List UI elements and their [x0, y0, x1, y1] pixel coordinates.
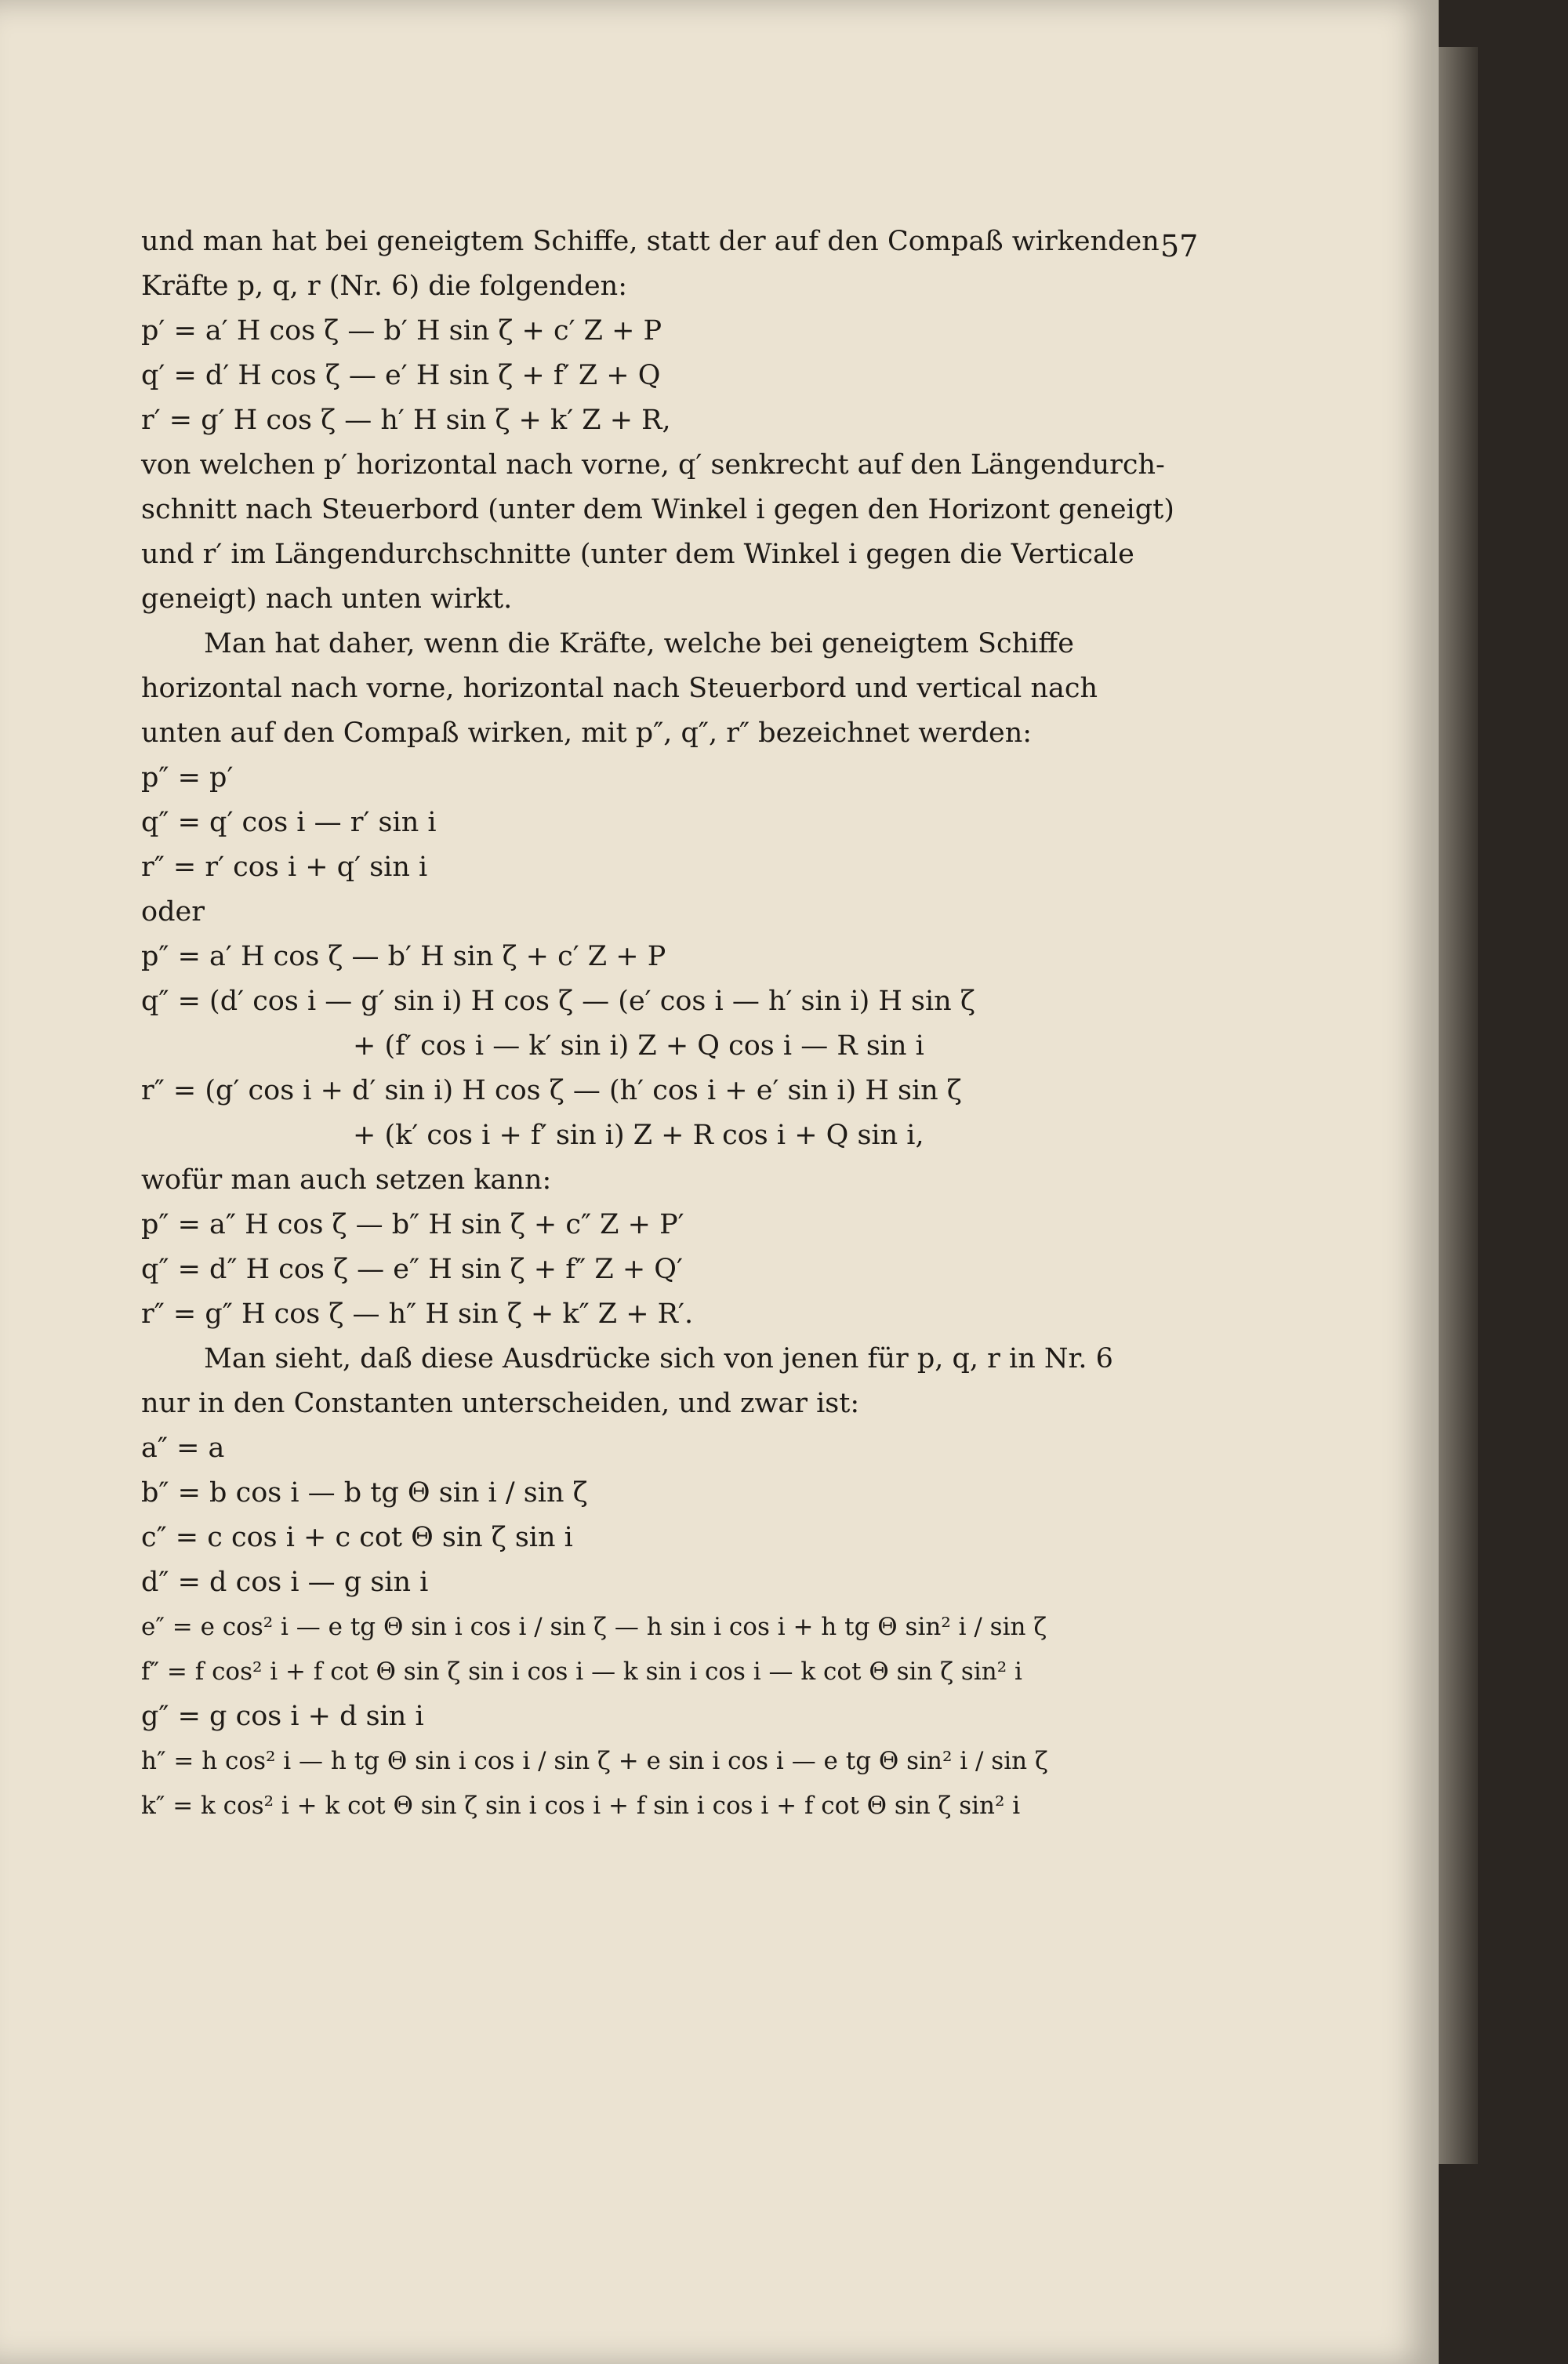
- text-line: Man hat daher, wenn die Kräfte, welche bei geneigtem Schiffe: [204, 628, 1074, 659]
- page-edge: [1439, 47, 1478, 2164]
- page-number: 57: [1160, 229, 1199, 263]
- formula-line: p″ = a′ H cos ζ — b′ H sin ζ + c′ Z + P: [141, 941, 666, 972]
- text-line: schnitt nach Steuerbord (unter dem Winkel i gegen den Horizont geneigt): [141, 494, 1174, 525]
- text-line: unten auf den Compaß wirken, mit p″, q″, r″ bezeichnet werden:: [141, 717, 1033, 749]
- formula-line: q″ = (d′ cos i — g′ sin i) H cos ζ — (e′ cos i — h′ sin i) H sin ζ: [141, 986, 975, 1017]
- text-line: und r′ im Längendurchschnitte (unter dem Winkel i gegen die Verticale: [141, 539, 1134, 570]
- formula-line: h″ = h cos² i — h tg Θ sin i cos i / sin ζ + e sin i cos i — e tg Θ sin² i / sin ζ: [141, 1747, 1048, 1775]
- formula-line: k″ = k cos² i + k cot Θ sin ζ sin i cos i + f sin i cos i + f cot Θ sin ζ sin² i: [141, 1792, 1021, 1820]
- formula-line: q″ = q′ cos i — r′ sin i: [141, 807, 437, 838]
- formula-line: + (f′ cos i — k′ sin i) Z + Q cos i — R sin i: [353, 1030, 924, 1062]
- formula-line: b″ = b cos i — b tg Θ sin i / sin ζ: [141, 1477, 588, 1509]
- formula-line: + (k′ cos i + f′ sin i) Z + R cos i + Q sin i,: [353, 1120, 924, 1151]
- text-line: horizontal nach vorne, horizontal nach Steuerbord und vertical nach: [141, 673, 1098, 704]
- formula-line: r″ = r′ cos i + q′ sin i: [141, 852, 428, 883]
- page-text: [141, 220, 1254, 1828]
- formula-line: c″ = c cos i + c cot Θ sin ζ sin i: [141, 1522, 573, 1553]
- formula-line: g″ = g cos i + d sin i: [141, 1701, 424, 1732]
- formula-line: p′ = a′ H cos ζ — b′ H sin ζ + c′ Z + P: [141, 315, 662, 347]
- formula-line: a″ = a: [141, 1433, 225, 1464]
- formula-line: p″ = p′: [141, 762, 234, 793]
- formula-line: p″ = a″ H cos ζ — b″ H sin ζ + c″ Z + P′: [141, 1209, 684, 1240]
- text-line: geneigt) nach unten wirkt.: [141, 583, 513, 615]
- formula-line: r″ = g″ H cos ζ — h″ H sin ζ + k″ Z + R′.: [141, 1298, 694, 1330]
- formula-line: f″ = f cos² i + f cot Θ sin ζ sin i cos i — k sin i cos i — k cot Θ sin ζ sin² i: [141, 1658, 1022, 1686]
- formula-line: q′ = d′ H cos ζ — e′ H sin ζ + f′ Z + Q: [141, 360, 661, 391]
- formula-line: r′ = g′ H cos ζ — h′ H sin ζ + k′ Z + R,: [141, 405, 671, 436]
- text-line: Kräfte p, q, r (Nr. 6) die folgenden:: [141, 271, 628, 302]
- formula-line: e″ = e cos² i — e tg Θ sin i cos i / sin ζ — h sin i cos i + h tg Θ sin² i / sin ζ: [141, 1613, 1047, 1641]
- formula-line: r″ = (g′ cos i + d′ sin i) H cos ζ — (h′ cos i + e′ sin i) H sin ζ: [141, 1075, 962, 1106]
- formula-line: q″ = d″ H cos ζ — e″ H sin ζ + f″ Z + Q′: [141, 1254, 683, 1285]
- text-line: wofür man auch setzen kann:: [141, 1164, 552, 1196]
- text-line: oder: [141, 896, 205, 928]
- text-line: von welchen p′ horizontal nach vorne, q′ senkrecht auf den Längendurch-: [141, 449, 1165, 481]
- text-line: und man hat bei geneigtem Schiffe, statt der auf den Compaß wirkenden: [141, 226, 1160, 257]
- text-line: Man sieht, daß diese Ausdrücke sich von jenen für p, q, r in Nr. 6: [204, 1343, 1113, 1374]
- formula-line: d″ = d cos i — g sin i: [141, 1567, 429, 1598]
- text-line: nur in den Constanten unterscheiden, und zwar ist:: [141, 1388, 860, 1419]
